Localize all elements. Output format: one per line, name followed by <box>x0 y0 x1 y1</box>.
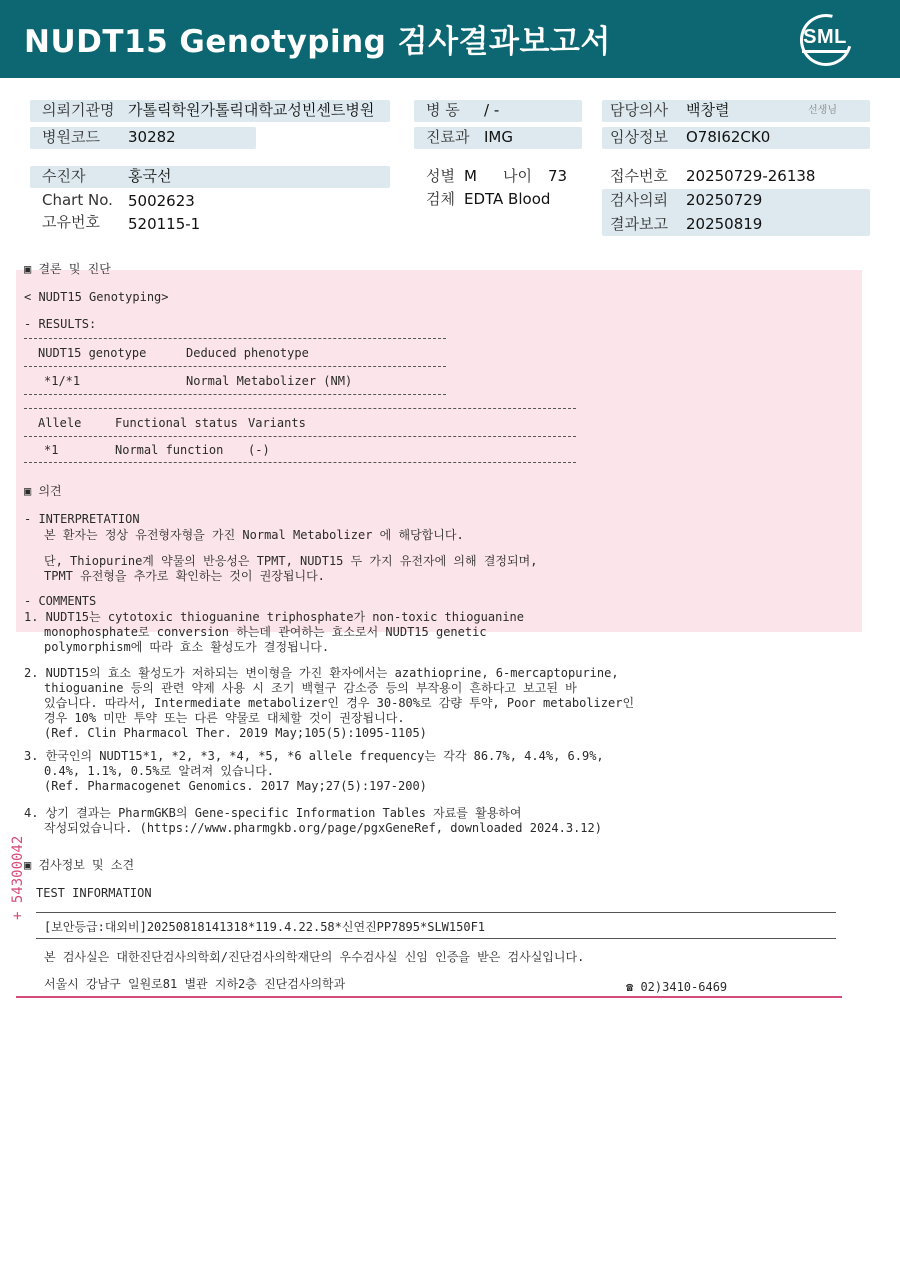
report-date-value: 20250819 <box>686 215 763 233</box>
interpretation-line: 단, Thiopurine계 약물의 반응성은 TPMT, NUDT15 두 가지 유전자에 의해 결정되며, <box>44 554 538 568</box>
variants-value: (-) <box>248 443 270 457</box>
comment-line: 2. NUDT15의 효소 활성도가 저하되는 변이형을 가진 환자에서는 azathioprine, 6-mercaptopurine, <box>24 666 619 680</box>
patient-label: 수진자 <box>42 167 86 185</box>
results-heading: - RESULTS: <box>24 317 97 331</box>
comment-line: 3. 한국인의 NUDT15*1, *2, *3, *4, *5, *6 allele frequency는 각각 86.7%, 4.4%, 6.9%, <box>24 749 604 763</box>
comment-line: 0.4%, 1.1%, 0.5%로 알려져 있습니다. <box>44 764 275 778</box>
certification-text: 본 검사실은 대한진단검사의학회/진단검사의학재단의 우수검사실 신임 인증을 받은 검사실입니다. <box>44 950 585 964</box>
dept-value: IMG <box>484 128 513 146</box>
col-functional-status: Functional status <box>115 416 238 430</box>
request-label: 검사의뢰 <box>610 191 668 209</box>
institution-label: 의뢰기관명 <box>42 101 115 119</box>
chart-value: 5002623 <box>128 192 195 210</box>
comment-line: 경우 10% 미만 투약 또는 다른 약물로 대체할 것이 권장됩니다. <box>44 711 405 725</box>
chart-label: Chart No. <box>42 191 113 209</box>
side-barcode-number: + 54300042 <box>10 835 26 920</box>
specimen-label: 검체 <box>426 190 455 208</box>
table-rule <box>24 462 576 463</box>
lab-address: 서울시 강남구 일원로81 별관 지하2층 진단검사의학과 <box>44 977 346 991</box>
lab-phone: ☎ 02)3410-6469 <box>626 980 728 994</box>
doctor-suffix: 선생님 <box>808 105 837 116</box>
comment-line: 있습니다. 따라서, Intermediate metabolizer인 경우 30-80%로 감량 투약, Poor metabolizer인 <box>44 696 635 710</box>
institution-value: 가톨릭학원가톨릭대학교성빈센트병원 <box>128 101 375 119</box>
col-variants: Variants <box>248 416 306 430</box>
comment-line: thioguanine 등의 관련 약제 사용 시 조기 백혈구 감소증 등의 부작용이 흔하다고 보고된 바 <box>44 681 577 695</box>
specimen-value: EDTA Blood <box>464 190 551 208</box>
comment-line: polymorphism에 따라 효소 활성도가 결정됩니다. <box>44 640 330 654</box>
ward-value: / - <box>484 101 500 119</box>
security-line: [보안등급:대외비]20250818141318*119.4.22.58*신연진PP7895*SLW150F1 <box>44 920 486 934</box>
id-label: 고유번호 <box>42 213 100 231</box>
hospital-code-label: 병원코드 <box>42 128 100 146</box>
hospital-code-value: 30282 <box>128 128 176 146</box>
dept-label: 진료과 <box>426 128 470 146</box>
report-header <box>0 0 900 78</box>
table-rule <box>24 338 446 339</box>
clinical-label: 임상정보 <box>610 128 668 146</box>
doctor-value: 백창렬 <box>686 101 730 119</box>
interpretation-line: TPMT 유전형을 추가로 확인하는 것이 권장됩니다. <box>44 569 325 583</box>
doctor-label: 담당의사 <box>610 101 668 119</box>
logo-underline <box>802 50 848 53</box>
col-genotype: NUDT15 genotype <box>38 346 147 360</box>
footer-accent-line <box>16 996 842 998</box>
report-date-label: 결과보고 <box>610 215 668 233</box>
genotype-value: *1/*1 <box>44 374 81 388</box>
interpretation-heading: - INTERPRETATION <box>24 512 140 526</box>
section-test-info: ▣ 검사정보 및 소견 <box>24 858 135 872</box>
section-opinion: ▣ 의견 <box>24 484 62 498</box>
col-phenotype: Deduced phenotype <box>186 346 309 360</box>
receipt-value: 20250729-26138 <box>686 167 816 185</box>
footer-rule <box>36 912 836 913</box>
sml-logo <box>798 12 852 66</box>
comments-heading: - COMMENTS <box>24 594 97 608</box>
table-rule <box>24 394 446 395</box>
allele-value: *1 <box>44 443 59 457</box>
section-conclusion: ▣ 결론 및 진단 <box>24 262 111 276</box>
receipt-label: 접수번호 <box>610 167 668 185</box>
age-label: 나이 <box>503 167 532 185</box>
clinical-value: O78I62CK0 <box>686 128 771 146</box>
interpretation-line: 본 환자는 정상 유전형자형을 가진 Normal Metabolizer 에 해당합니다. <box>44 528 464 542</box>
footer-rule <box>36 938 836 939</box>
scanned-report <box>16 250 866 1010</box>
id-value: 520115-1 <box>128 215 201 233</box>
functional-status-value: Normal function <box>115 443 224 457</box>
table-rule <box>24 408 576 409</box>
comment-line: monophosphate로 conversion 하는데 관여하는 효소로서 NUDT15 genetic <box>44 625 487 639</box>
phenotype-value: Normal Metabolizer (NM) <box>186 374 353 388</box>
comment-line: 4. 상기 결과는 PharmGKB의 Gene-specific Information Tables 자료를 활용하여 <box>24 806 522 820</box>
col-allele: Allele <box>38 416 82 430</box>
comment-line: (Ref. Clin Pharmacol Ther. 2019 May;105(5):1095-1105) <box>44 726 427 740</box>
comment-line: (Ref. Pharmacogenet Genomics. 2017 May;27(5):197-200) <box>44 779 427 793</box>
sex-label: 성별 <box>426 167 455 185</box>
page-title: NUDT15 Genotyping 검사결과보고서 <box>24 24 611 60</box>
sex-value: M <box>464 167 477 185</box>
age-value: 73 <box>548 167 568 185</box>
ward-label: 병 동 <box>426 101 460 119</box>
logo-text: SML <box>803 26 847 48</box>
table-rule <box>24 366 446 367</box>
test-info-heading: TEST INFORMATION <box>36 886 152 900</box>
request-value: 20250729 <box>686 191 763 209</box>
comment-line: 작성되었습니다. (https://www.pharmgkb.org/page/pgxGeneRef, downloaded 2024.3.12) <box>44 821 602 835</box>
comment-line: 1. NUDT15는 cytotoxic thioguanine triphosphate가 non-toxic thioguanine <box>24 610 525 624</box>
table-rule <box>24 436 576 437</box>
patient-value: 홍국선 <box>128 167 172 185</box>
test-name: < NUDT15 Genotyping> <box>24 290 169 304</box>
